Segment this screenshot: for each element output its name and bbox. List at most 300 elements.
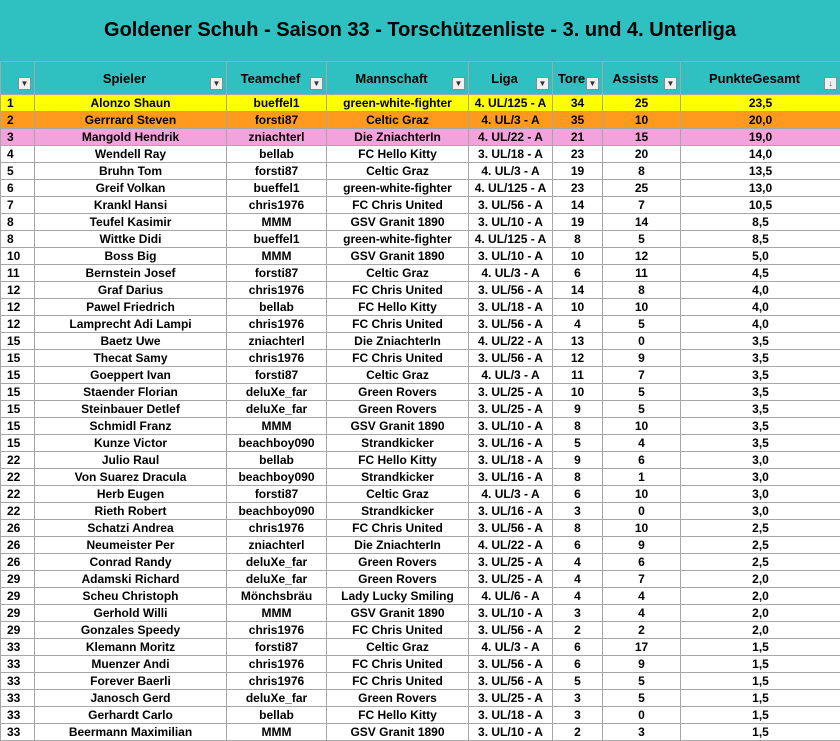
cell-teamchef[interactable]: chris1976 xyxy=(227,673,327,690)
cell-spieler[interactable]: Beermann Maximilian xyxy=(35,724,227,741)
cell-assists[interactable]: 6 xyxy=(603,452,681,469)
cell-assists[interactable]: 25 xyxy=(603,180,681,197)
cell-tore[interactable]: 9 xyxy=(553,401,603,418)
table-row[interactable] xyxy=(1,95,840,112)
cell-tore[interactable]: 19 xyxy=(553,214,603,231)
cell-punkte[interactable]: 4,0 xyxy=(681,299,840,316)
cell-tore[interactable]: 19 xyxy=(553,163,603,180)
cell-teamchef[interactable]: MMM xyxy=(227,248,327,265)
cell-tore[interactable]: 3 xyxy=(553,503,603,520)
cell-spieler[interactable]: Gerrrard Steven xyxy=(35,112,227,129)
cell-rank[interactable]: 15 xyxy=(1,384,35,401)
cell-rank[interactable]: 12 xyxy=(1,282,35,299)
table-row[interactable] xyxy=(1,146,840,163)
cell-tore[interactable]: 6 xyxy=(553,656,603,673)
cell-rank[interactable]: 22 xyxy=(1,452,35,469)
cell-liga[interactable]: 3. UL/56 - A xyxy=(469,656,553,673)
cell-assists[interactable]: 10 xyxy=(603,299,681,316)
cell-spieler[interactable]: Graf Darius xyxy=(35,282,227,299)
cell-spieler[interactable]: Mangold Hendrik xyxy=(35,129,227,146)
cell-liga[interactable]: 4. UL/125 - A xyxy=(469,180,553,197)
cell-mannschaft[interactable]: FC Chris United xyxy=(327,520,469,537)
cell-liga[interactable]: 4. UL/3 - A xyxy=(469,265,553,282)
cell-punkte[interactable]: 3,0 xyxy=(681,452,840,469)
cell-mannschaft[interactable]: Die ZniachterIn xyxy=(327,129,469,146)
cell-liga[interactable]: 4. UL/3 - A xyxy=(469,367,553,384)
cell-punkte[interactable]: 5,0 xyxy=(681,248,840,265)
cell-rank[interactable]: 11 xyxy=(1,265,35,282)
cell-spieler[interactable]: Adamski Richard xyxy=(35,571,227,588)
table-row[interactable] xyxy=(1,129,840,146)
cell-rank[interactable]: 7 xyxy=(1,197,35,214)
cell-punkte[interactable]: 23,5 xyxy=(681,95,840,112)
cell-rank[interactable]: 29 xyxy=(1,571,35,588)
cell-teamchef[interactable]: forsti87 xyxy=(227,486,327,503)
cell-rank[interactable]: 29 xyxy=(1,622,35,639)
cell-assists[interactable]: 7 xyxy=(603,197,681,214)
cell-assists[interactable]: 0 xyxy=(603,503,681,520)
cell-spieler[interactable]: Herb Eugen xyxy=(35,486,227,503)
cell-tore[interactable]: 5 xyxy=(553,673,603,690)
cell-spieler[interactable]: Staender Florian xyxy=(35,384,227,401)
cell-mannschaft[interactable]: GSV Granit 1890 xyxy=(327,248,469,265)
cell-tore[interactable]: 14 xyxy=(553,197,603,214)
cell-teamchef[interactable]: chris1976 xyxy=(227,197,327,214)
cell-teamchef[interactable]: deluXe_far xyxy=(227,401,327,418)
cell-assists[interactable]: 14 xyxy=(603,214,681,231)
cell-mannschaft[interactable]: Green Rovers xyxy=(327,571,469,588)
cell-liga[interactable]: 3. UL/56 - A xyxy=(469,197,553,214)
cell-teamchef[interactable]: chris1976 xyxy=(227,282,327,299)
cell-punkte[interactable]: 1,5 xyxy=(681,656,840,673)
cell-spieler[interactable]: Rieth Robert xyxy=(35,503,227,520)
cell-tore[interactable]: 2 xyxy=(553,622,603,639)
cell-mannschaft[interactable]: green-white-fighter xyxy=(327,95,469,112)
cell-teamchef[interactable]: deluXe_far xyxy=(227,384,327,401)
cell-spieler[interactable]: Wittke Didi xyxy=(35,231,227,248)
sort-descending-filter-icon[interactable]: ↓ xyxy=(824,77,837,90)
cell-punkte[interactable]: 4,5 xyxy=(681,265,840,282)
cell-liga[interactable]: 3. UL/16 - A xyxy=(469,503,553,520)
cell-punkte[interactable]: 2,5 xyxy=(681,520,840,537)
cell-spieler[interactable]: Forever Baerli xyxy=(35,673,227,690)
cell-tore[interactable]: 6 xyxy=(553,265,603,282)
cell-spieler[interactable]: Bernstein Josef xyxy=(35,265,227,282)
table-row[interactable] xyxy=(1,112,840,129)
cell-tore[interactable]: 11 xyxy=(553,367,603,384)
cell-liga[interactable]: 3. UL/25 - A xyxy=(469,690,553,707)
cell-punkte[interactable]: 4,0 xyxy=(681,316,840,333)
cell-mannschaft[interactable]: Strandkicker xyxy=(327,469,469,486)
cell-mannschaft[interactable]: FC Hello Kitty xyxy=(327,452,469,469)
cell-liga[interactable]: 4. UL/125 - A xyxy=(469,95,553,112)
cell-liga[interactable]: 3. UL/10 - A xyxy=(469,248,553,265)
cell-spieler[interactable]: Muenzer Andi xyxy=(35,656,227,673)
cell-rank[interactable]: 5 xyxy=(1,163,35,180)
table-row[interactable] xyxy=(1,469,840,486)
cell-teamchef[interactable]: bueffel1 xyxy=(227,231,327,248)
cell-liga[interactable]: 3. UL/10 - A xyxy=(469,214,553,231)
cell-teamchef[interactable]: deluXe_far xyxy=(227,554,327,571)
cell-teamchef[interactable]: deluXe_far xyxy=(227,571,327,588)
cell-rank[interactable]: 4 xyxy=(1,146,35,163)
cell-spieler[interactable]: Teufel Kasimir xyxy=(35,214,227,231)
cell-mannschaft[interactable]: GSV Granit 1890 xyxy=(327,724,469,741)
cell-spieler[interactable]: Conrad Randy xyxy=(35,554,227,571)
cell-mannschaft[interactable]: FC Chris United xyxy=(327,673,469,690)
cell-assists[interactable]: 4 xyxy=(603,588,681,605)
cell-assists[interactable]: 4 xyxy=(603,435,681,452)
cell-tore[interactable]: 2 xyxy=(553,724,603,741)
cell-rank[interactable]: 15 xyxy=(1,435,35,452)
table-row[interactable] xyxy=(1,214,840,231)
cell-spieler[interactable]: Greif Volkan xyxy=(35,180,227,197)
cell-assists[interactable]: 4 xyxy=(603,605,681,622)
table-row[interactable] xyxy=(1,265,840,282)
cell-liga[interactable]: 3. UL/18 - A xyxy=(469,146,553,163)
cell-spieler[interactable]: Steinbauer Detlef xyxy=(35,401,227,418)
cell-punkte[interactable]: 1,5 xyxy=(681,690,840,707)
cell-mannschaft[interactable]: FC Hello Kitty xyxy=(327,707,469,724)
cell-assists[interactable]: 8 xyxy=(603,282,681,299)
cell-mannschaft[interactable]: FC Chris United xyxy=(327,197,469,214)
cell-liga[interactable]: 4. UL/3 - A xyxy=(469,639,553,656)
table-row[interactable] xyxy=(1,299,840,316)
filter-dropdown-icon[interactable]: ▼ xyxy=(664,77,677,90)
cell-spieler[interactable]: Alonzo Shaun xyxy=(35,95,227,112)
cell-spieler[interactable]: Gerhold Willi xyxy=(35,605,227,622)
cell-teamchef[interactable]: Mönchsbräu xyxy=(227,588,327,605)
table-row[interactable] xyxy=(1,520,840,537)
cell-assists[interactable]: 5 xyxy=(603,673,681,690)
cell-liga[interactable]: 3. UL/56 - A xyxy=(469,282,553,299)
cell-liga[interactable]: 4. UL/22 - A xyxy=(469,537,553,554)
cell-mannschaft[interactable]: FC Chris United xyxy=(327,316,469,333)
cell-punkte[interactable]: 2,0 xyxy=(681,605,840,622)
cell-mannschaft[interactable]: green-white-fighter xyxy=(327,180,469,197)
cell-teamchef[interactable]: bellab xyxy=(227,452,327,469)
cell-rank[interactable]: 8 xyxy=(1,231,35,248)
cell-assists[interactable]: 6 xyxy=(603,554,681,571)
cell-assists[interactable]: 9 xyxy=(603,656,681,673)
cell-spieler[interactable]: Gerhardt Carlo xyxy=(35,707,227,724)
column-header-assists[interactable] xyxy=(603,62,681,95)
cell-punkte[interactable]: 3,5 xyxy=(681,350,840,367)
cell-rank[interactable]: 29 xyxy=(1,605,35,622)
cell-assists[interactable]: 5 xyxy=(603,231,681,248)
cell-rank[interactable]: 26 xyxy=(1,537,35,554)
cell-assists[interactable]: 10 xyxy=(603,418,681,435)
cell-assists[interactable]: 8 xyxy=(603,163,681,180)
cell-spieler[interactable]: Pawel Friedrich xyxy=(35,299,227,316)
cell-rank[interactable]: 10 xyxy=(1,248,35,265)
cell-spieler[interactable]: Wendell Ray xyxy=(35,146,227,163)
cell-rank[interactable]: 15 xyxy=(1,350,35,367)
cell-teamchef[interactable]: chris1976 xyxy=(227,520,327,537)
cell-mannschaft[interactable]: Die ZniachterIn xyxy=(327,333,469,350)
cell-liga[interactable]: 3. UL/56 - A xyxy=(469,673,553,690)
table-row[interactable] xyxy=(1,435,840,452)
column-header-mannschaft[interactable] xyxy=(327,62,469,95)
cell-rank[interactable]: 6 xyxy=(1,180,35,197)
cell-rank[interactable]: 33 xyxy=(1,673,35,690)
cell-assists[interactable]: 5 xyxy=(603,384,681,401)
cell-assists[interactable]: 5 xyxy=(603,690,681,707)
table-row[interactable] xyxy=(1,656,840,673)
cell-tore[interactable]: 6 xyxy=(553,537,603,554)
cell-tore[interactable]: 21 xyxy=(553,129,603,146)
cell-tore[interactable]: 8 xyxy=(553,231,603,248)
cell-tore[interactable]: 5 xyxy=(553,435,603,452)
cell-rank[interactable]: 22 xyxy=(1,486,35,503)
cell-liga[interactable]: 4. UL/125 - A xyxy=(469,231,553,248)
cell-tore[interactable]: 3 xyxy=(553,690,603,707)
cell-rank[interactable]: 29 xyxy=(1,588,35,605)
cell-teamchef[interactable]: bueffel1 xyxy=(227,95,327,112)
cell-teamchef[interactable]: chris1976 xyxy=(227,350,327,367)
cell-tore[interactable]: 3 xyxy=(553,707,603,724)
table-row[interactable] xyxy=(1,503,840,520)
cell-punkte[interactable]: 2,5 xyxy=(681,554,840,571)
cell-rank[interactable]: 3 xyxy=(1,129,35,146)
cell-punkte[interactable]: 1,5 xyxy=(681,639,840,656)
cell-teamchef[interactable]: MMM xyxy=(227,724,327,741)
cell-liga[interactable]: 3. UL/56 - A xyxy=(469,350,553,367)
cell-rank[interactable]: 22 xyxy=(1,503,35,520)
cell-rank[interactable]: 1 xyxy=(1,95,35,112)
cell-liga[interactable]: 4. UL/22 - A xyxy=(469,333,553,350)
cell-mannschaft[interactable]: Die ZniachterIn xyxy=(327,537,469,554)
cell-spieler[interactable]: Klemann Moritz xyxy=(35,639,227,656)
cell-rank[interactable]: 33 xyxy=(1,639,35,656)
table-row[interactable] xyxy=(1,452,840,469)
cell-liga[interactable]: 3. UL/10 - A xyxy=(469,724,553,741)
column-header-rank[interactable] xyxy=(1,62,35,95)
cell-punkte[interactable]: 20,0 xyxy=(681,112,840,129)
cell-spieler[interactable]: Baetz Uwe xyxy=(35,333,227,350)
cell-spieler[interactable]: Janosch Gerd xyxy=(35,690,227,707)
cell-spieler[interactable]: Von Suarez Dracula xyxy=(35,469,227,486)
cell-assists[interactable]: 0 xyxy=(603,707,681,724)
cell-punkte[interactable]: 2,5 xyxy=(681,537,840,554)
cell-assists[interactable]: 5 xyxy=(603,401,681,418)
cell-mannschaft[interactable]: FC Chris United xyxy=(327,622,469,639)
cell-spieler[interactable]: Julio Raul xyxy=(35,452,227,469)
cell-liga[interactable]: 4. UL/3 - A xyxy=(469,112,553,129)
cell-assists[interactable]: 3 xyxy=(603,724,681,741)
table-row[interactable] xyxy=(1,690,840,707)
filter-dropdown-icon[interactable]: ▼ xyxy=(536,77,549,90)
cell-liga[interactable]: 3. UL/10 - A xyxy=(469,418,553,435)
filter-dropdown-icon[interactable]: ▼ xyxy=(586,77,599,90)
table-row[interactable] xyxy=(1,316,840,333)
cell-liga[interactable]: 4. UL/22 - A xyxy=(469,129,553,146)
table-row[interactable] xyxy=(1,180,840,197)
cell-punkte[interactable]: 2,0 xyxy=(681,622,840,639)
cell-punkte[interactable]: 8,5 xyxy=(681,231,840,248)
cell-assists[interactable]: 11 xyxy=(603,265,681,282)
cell-tore[interactable]: 12 xyxy=(553,350,603,367)
cell-assists[interactable]: 17 xyxy=(603,639,681,656)
cell-tore[interactable]: 4 xyxy=(553,588,603,605)
cell-punkte[interactable]: 3,5 xyxy=(681,333,840,350)
cell-mannschaft[interactable]: Celtic Graz xyxy=(327,265,469,282)
table-row[interactable] xyxy=(1,707,840,724)
table-row[interactable] xyxy=(1,486,840,503)
cell-punkte[interactable]: 2,0 xyxy=(681,571,840,588)
cell-teamchef[interactable]: forsti87 xyxy=(227,163,327,180)
cell-rank[interactable]: 26 xyxy=(1,554,35,571)
cell-mannschaft[interactable]: Green Rovers xyxy=(327,554,469,571)
cell-teamchef[interactable]: forsti87 xyxy=(227,265,327,282)
cell-spieler[interactable]: Bruhn Tom xyxy=(35,163,227,180)
cell-mannschaft[interactable]: FC Chris United xyxy=(327,282,469,299)
cell-rank[interactable]: 15 xyxy=(1,333,35,350)
cell-spieler[interactable]: Boss Big xyxy=(35,248,227,265)
cell-teamchef[interactable]: chris1976 xyxy=(227,316,327,333)
cell-teamchef[interactable]: zniachterl xyxy=(227,537,327,554)
cell-punkte[interactable]: 13,5 xyxy=(681,163,840,180)
cell-assists[interactable]: 9 xyxy=(603,350,681,367)
column-header-tore[interactable] xyxy=(553,62,603,95)
cell-assists[interactable]: 10 xyxy=(603,112,681,129)
cell-mannschaft[interactable]: GSV Granit 1890 xyxy=(327,605,469,622)
table-row[interactable] xyxy=(1,248,840,265)
cell-teamchef[interactable]: bueffel1 xyxy=(227,180,327,197)
cell-assists[interactable]: 10 xyxy=(603,486,681,503)
cell-punkte[interactable]: 3,0 xyxy=(681,469,840,486)
cell-assists[interactable]: 10 xyxy=(603,520,681,537)
cell-punkte[interactable]: 1,5 xyxy=(681,673,840,690)
cell-rank[interactable]: 26 xyxy=(1,520,35,537)
cell-liga[interactable]: 3. UL/18 - A xyxy=(469,707,553,724)
cell-spieler[interactable]: Scheu Christoph xyxy=(35,588,227,605)
cell-tore[interactable]: 4 xyxy=(553,571,603,588)
column-header-teamchef[interactable] xyxy=(227,62,327,95)
cell-rank[interactable]: 8 xyxy=(1,214,35,231)
cell-rank[interactable]: 15 xyxy=(1,367,35,384)
cell-mannschaft[interactable]: FC Hello Kitty xyxy=(327,146,469,163)
cell-assists[interactable]: 9 xyxy=(603,537,681,554)
table-row[interactable] xyxy=(1,537,840,554)
table-row[interactable] xyxy=(1,282,840,299)
cell-punkte[interactable]: 3,0 xyxy=(681,503,840,520)
cell-mannschaft[interactable]: Celtic Graz xyxy=(327,163,469,180)
cell-mannschaft[interactable]: Green Rovers xyxy=(327,690,469,707)
cell-spieler[interactable]: Schmidl Franz xyxy=(35,418,227,435)
cell-punkte[interactable]: 3,5 xyxy=(681,401,840,418)
cell-tore[interactable]: 34 xyxy=(553,95,603,112)
cell-assists[interactable]: 0 xyxy=(603,333,681,350)
cell-teamchef[interactable]: zniachterl xyxy=(227,333,327,350)
cell-mannschaft[interactable]: GSV Granit 1890 xyxy=(327,418,469,435)
cell-liga[interactable]: 3. UL/25 - A xyxy=(469,384,553,401)
cell-mannschaft[interactable]: Celtic Graz xyxy=(327,112,469,129)
cell-tore[interactable]: 4 xyxy=(553,554,603,571)
cell-spieler[interactable]: Lamprecht Adi Lampi xyxy=(35,316,227,333)
cell-punkte[interactable]: 3,5 xyxy=(681,367,840,384)
cell-tore[interactable]: 23 xyxy=(553,180,603,197)
cell-teamchef[interactable]: MMM xyxy=(227,605,327,622)
cell-rank[interactable]: 12 xyxy=(1,299,35,316)
cell-teamchef[interactable]: chris1976 xyxy=(227,622,327,639)
cell-tore[interactable]: 13 xyxy=(553,333,603,350)
table-row[interactable] xyxy=(1,554,840,571)
filter-dropdown-icon[interactable]: ▼ xyxy=(210,77,223,90)
cell-tore[interactable]: 6 xyxy=(553,639,603,656)
cell-rank[interactable]: 33 xyxy=(1,656,35,673)
cell-assists[interactable]: 7 xyxy=(603,571,681,588)
cell-tore[interactable]: 14 xyxy=(553,282,603,299)
cell-assists[interactable]: 5 xyxy=(603,316,681,333)
cell-liga[interactable]: 3. UL/56 - A xyxy=(469,520,553,537)
cell-teamchef[interactable]: zniachterl xyxy=(227,129,327,146)
cell-spieler[interactable]: Kunze Victor xyxy=(35,435,227,452)
table-row[interactable] xyxy=(1,384,840,401)
cell-teamchef[interactable]: chris1976 xyxy=(227,656,327,673)
cell-mannschaft[interactable]: Lady Lucky Smiling xyxy=(327,588,469,605)
cell-spieler[interactable]: Gonzales Speedy xyxy=(35,622,227,639)
cell-liga[interactable]: 3. UL/25 - A xyxy=(469,571,553,588)
cell-mannschaft[interactable]: FC Chris United xyxy=(327,350,469,367)
cell-rank[interactable]: 2 xyxy=(1,112,35,129)
cell-tore[interactable]: 10 xyxy=(553,299,603,316)
cell-mannschaft[interactable]: GSV Granit 1890 xyxy=(327,214,469,231)
cell-punkte[interactable]: 14,0 xyxy=(681,146,840,163)
cell-punkte[interactable]: 3,0 xyxy=(681,486,840,503)
cell-punkte[interactable]: 3,5 xyxy=(681,435,840,452)
filter-dropdown-icon[interactable]: ▼ xyxy=(452,77,465,90)
cell-punkte[interactable]: 2,0 xyxy=(681,588,840,605)
cell-rank[interactable]: 12 xyxy=(1,316,35,333)
cell-mannschaft[interactable]: FC Chris United xyxy=(327,656,469,673)
cell-tore[interactable]: 35 xyxy=(553,112,603,129)
table-row[interactable] xyxy=(1,350,840,367)
column-header-spieler[interactable] xyxy=(35,62,227,95)
table-row[interactable] xyxy=(1,605,840,622)
cell-liga[interactable]: 3. UL/25 - A xyxy=(469,401,553,418)
cell-spieler[interactable]: Thecat Samy xyxy=(35,350,227,367)
cell-punkte[interactable]: 4,0 xyxy=(681,282,840,299)
cell-punkte[interactable]: 1,5 xyxy=(681,707,840,724)
table-row[interactable] xyxy=(1,622,840,639)
cell-tore[interactable]: 23 xyxy=(553,146,603,163)
table-row[interactable] xyxy=(1,673,840,690)
cell-liga[interactable]: 4. UL/3 - A xyxy=(469,163,553,180)
cell-liga[interactable]: 3. UL/18 - A xyxy=(469,299,553,316)
cell-punkte[interactable]: 1,5 xyxy=(681,724,840,741)
cell-mannschaft[interactable]: Celtic Graz xyxy=(327,486,469,503)
cell-spieler[interactable]: Neumeister Per xyxy=(35,537,227,554)
filter-dropdown-icon[interactable]: ▼ xyxy=(18,77,31,90)
table-row[interactable] xyxy=(1,588,840,605)
cell-teamchef[interactable]: bellab xyxy=(227,707,327,724)
cell-punkte[interactable]: 3,5 xyxy=(681,418,840,435)
cell-tore[interactable]: 4 xyxy=(553,316,603,333)
table-row[interactable] xyxy=(1,401,840,418)
cell-liga[interactable]: 3. UL/16 - A xyxy=(469,435,553,452)
table-row[interactable] xyxy=(1,724,840,741)
cell-punkte[interactable]: 13,0 xyxy=(681,180,840,197)
table-row[interactable] xyxy=(1,333,840,350)
table-row[interactable] xyxy=(1,163,840,180)
cell-assists[interactable]: 1 xyxy=(603,469,681,486)
cell-teamchef[interactable]: MMM xyxy=(227,418,327,435)
cell-liga[interactable]: 3. UL/25 - A xyxy=(469,554,553,571)
cell-rank[interactable]: 15 xyxy=(1,401,35,418)
cell-teamchef[interactable]: deluXe_far xyxy=(227,690,327,707)
cell-tore[interactable]: 10 xyxy=(553,384,603,401)
